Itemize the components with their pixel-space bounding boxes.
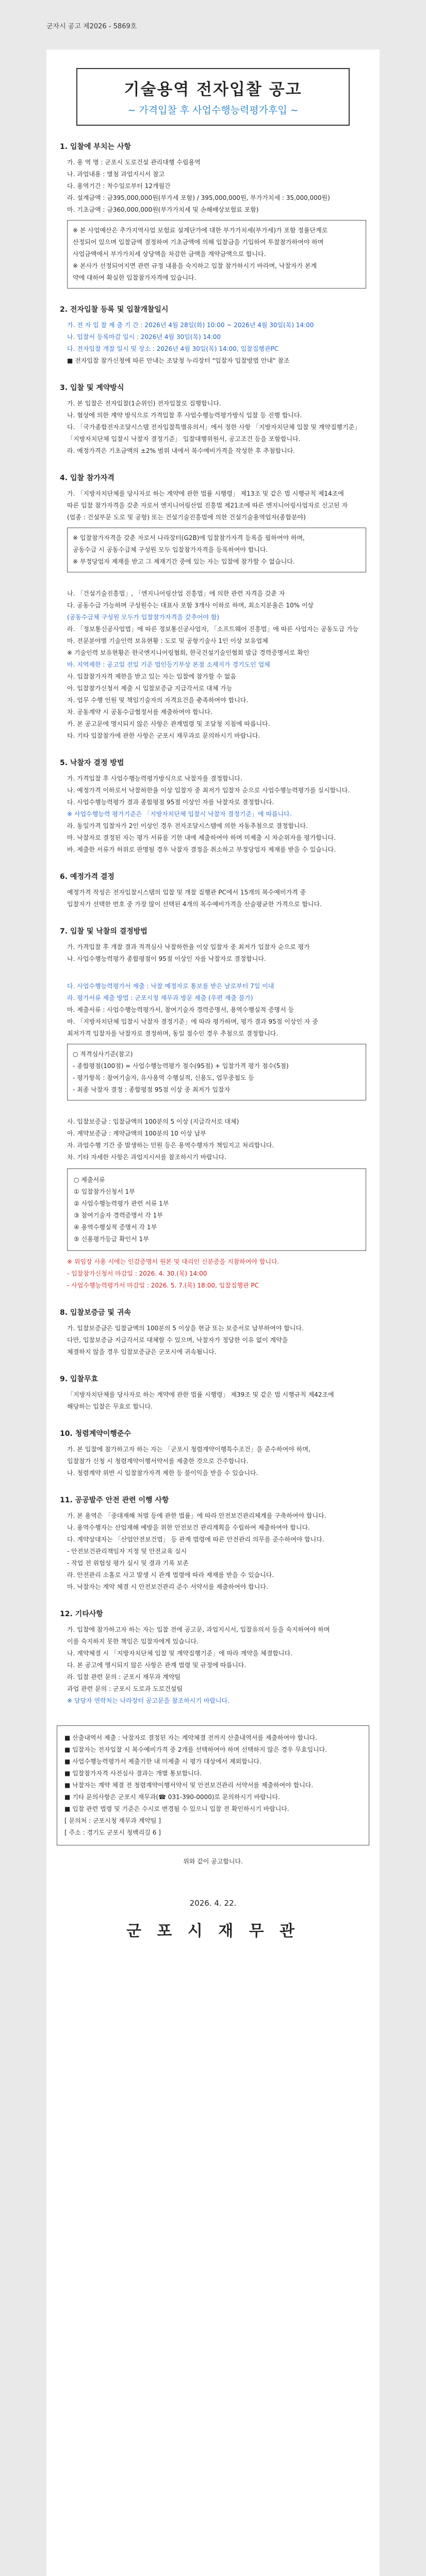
closing-text: 위와 같이 공고합니다. (183, 1858, 243, 1865)
note-line: ■ 산출내역서 제출 : 낙찰자로 결정된 자는 계약체결 전까지 산출내역서를 제출하여야 합니다. (64, 1734, 318, 1741)
section-line: 나. 협상에 의한 계약 방식으로 가격입찰 후 사업수행능력평가방식 입찰 등 진행 합니다. (67, 412, 302, 419)
section-line: 마. 기초금액 : 금360,000,000원(부가가치세 및 손해배상보험료 포함) (67, 206, 259, 213)
note-line: ※ 입찰참가자격을 갖춘 자로서 나라장터(G2B)에 입찰참가자격 등록을 필하여야 하며, (73, 534, 305, 541)
warning-line: ※ 위임장 사용 시에는 인감증명서 원본 및 대리인 신분증을 지참하여야 합니다. (67, 1258, 280, 1265)
section-line: 라. 「정보통신공사업법」에 따른 정보통신공사업자, 「소프트웨어 진흥법」에 따른 사업자는 공동도급 가능 (67, 625, 359, 633)
section-line: 다. 전자입찰 개찰 일시 및 장소 : 2026년 4월 30일(목) 14:00, 입찰집행관PC (67, 345, 279, 352)
section-title: 10. 청렴계약이행준수 (60, 1430, 131, 1438)
section-title: 9. 입찰무효 (60, 1375, 99, 1383)
section-line: 예정가격 작성은 전자입찰시스템의 입찰 및 개찰 집행관 PC에서 15개의 복수예비가격 중 (67, 889, 306, 896)
section-line: 가. 전 자 입 찰 제 출 기 간 : 2026년 4월 28일(화) 10:00 ~ 2026년 4월 30일(목) 14:00 (67, 321, 314, 329)
section-15 (60, 1608, 366, 1707)
note-line: ■ 입찰자는 전자입찰 시 복수예비가격 중 2개를 선택하여야 하며 선택하지 않은 경우 무효입니다. (64, 1746, 327, 1753)
section-line: 라. 설계금액 : 금395,000,000원(부가세 포함) / 395,000,000원, 부가가치세 : 35,000,000원) (67, 194, 330, 201)
warning-line: - 입찰참가신청서 마감일 : 2026. 4. 30.(목) 14:00 (67, 1270, 207, 1277)
section-title: 4. 입찰 참가자격 (60, 474, 114, 482)
section-line: 가. 용 역 명 : 군포시 도로건설 관리대행 수립용역 (67, 159, 201, 166)
note-line: ※ 본 사업예산은 추가지역사업 보험료 설계단가에 대한 부가가치세(부가세)가 포함 정률단계로 (73, 227, 328, 234)
section-9 (60, 980, 366, 1100)
section-line: 가. 입찰보증금은 입찰금액의 100분의 5 이상을 현금 또는 보증서로 납부하여야 합니다. (67, 1325, 304, 1332)
notice-date: 2026. 4. 22. (189, 1899, 237, 1908)
section-line: 자. 업무 수행 인원 및 책임기술자의 자격요건을 충족하여야 합니다. (67, 697, 249, 704)
warning-line: - 사업수행능력평가서 마감일 : 2026. 5. 7.(목) 18:00, 입찰집행관 PC (67, 1282, 259, 1289)
sections (46, 141, 380, 1707)
section-line: 라. 입찰 관련 문의 : 군포시 재무과 계약팀 (67, 1673, 181, 1681)
section-8 (60, 926, 366, 965)
section-line: 마. 제출서류 : 사업수행능력평가서, 참여기술자 경력증명서, 용역수행실적 증명서 등 (67, 1006, 294, 1013)
section-line: (공동수급체 구성원 모두가 입찰참가자격을 갖추어야 함) (67, 614, 220, 621)
section-line: 따른 입찰 참가자격을 갖춘 자로서 엔지니어링산업 진흥법 제21조에 따른 엔지니어링사업자로 신고된 자 (67, 502, 348, 509)
note-line: 사업금액에서 부가가치세 상당액을 차감한 금액을 계약금액으로 합니다. (73, 250, 266, 258)
note-line: - 종합평점(100점) = 사업수행능력평가 점수(95점) + 입찰가격 평가 점수(5점) (73, 1062, 289, 1070)
note-line: [ 문의처 : 군포시청 재무과 계약팀 ] (64, 1817, 161, 1824)
section-line: 차. 공동계약 시 공동수급협정서를 제출하여야 합니다. (67, 708, 212, 716)
section-line: 체결하지 않을 경우 입찰보증금은 군포시에 귀속됩니다. (67, 1348, 217, 1355)
note-line: ※ 부정당업자 제재를 받고 그 제재기간 중에 있는 자는 입찰에 참가할 수 없습니다. (73, 558, 295, 565)
section-line: 입찰자가 선택한 번호 중 가장 많이 선택된 4개의 복수예비가격을 산술평균한 가격으로 합니다. (67, 901, 322, 908)
section-line: 마. 낙찰자로 결정된 자는 평가 서류를 기한 내에 제출하여야 하며 미제출 시 차순위자를 평가합니다. (67, 834, 336, 841)
section-title: 11. 공공발주 안전 관련 이행 사항 (60, 1496, 169, 1504)
section-2 (60, 304, 366, 367)
note-line: ■ 기타 문의사항은 군포시 재무과(☎ 031-390-0000)로 문의하시기 바랍니다. (64, 1793, 280, 1801)
section-line: 차. 기타 자세한 사항은 과업지시서를 참조하시기 바랍니다. (67, 1154, 226, 1161)
section-12 (60, 1374, 366, 1413)
note-line: - 평가항목 : 참여기술자, 유사용역 수행실적, 신용도, 업무중첩도 등 (73, 1074, 254, 1081)
section-line: 다. 공동수급 가능하며 구성원수는 대표사 포함 3개사 이하로 하며, 최소지분율은 10% 이상 (67, 602, 314, 609)
note-line: ③ 참여기술자 경력증명서 각 1부 (74, 1212, 163, 1219)
section-line: 과업 관련 문의 : 군포시 도로과 도로건설팀 (67, 1685, 183, 1692)
section-13 (60, 1428, 366, 1479)
notice-id: 군자시 공고 제2026 - 5869호 (46, 23, 137, 30)
section-line: 카. 본 공고문에 명시되지 않은 사항은 관계법령 및 조달청 지침에 따릅니다. (67, 720, 270, 727)
section-title: 1. 입찰에 부치는 사항 (60, 143, 131, 151)
notice-page (46, 49, 380, 2576)
section-line: 가. 본 용역은 「중대재해 처벌 등에 관한 법률」에 따라 안전보건관리체계를 구축하여야 합니다. (67, 1512, 326, 1519)
section-line: 마. 낙찰자는 계약 체결 시 안전보건관리 준수 서약서를 제출하여야 합니다. (67, 1583, 268, 1590)
section-3 (60, 382, 366, 457)
page-title: 기술용역 전자입찰 공고 (124, 80, 302, 99)
note-line: 약에 대하여 확실한 입찰참가자격에 있습니다. (73, 274, 196, 281)
note-line: ○ 적격심사기준(참고) (73, 1050, 133, 1058)
section-line: 사. 입찰보증금 : 입찰금액의 100분의 5 이상 (지급각서로 대체) (67, 1118, 239, 1125)
section-line: - 안전보건관리책임자 지정 및 안전교육 실시 (67, 1548, 187, 1555)
section-note-box (67, 220, 366, 289)
note-line: ⑤ 신용평가등급 확인서 1부 (74, 1235, 149, 1243)
submission-documents-box (67, 1168, 366, 1251)
section-line: 나. 과업내용 : 별첨 과업지시서 참고 (67, 171, 165, 178)
note-line: ■ 입찰참가자격 사전심사 결과는 개별 통보합니다. (64, 1770, 202, 1777)
note-line: ■ 사업수행능력평가서 제출기한 내 미제출 시 평가 대상에서 제외합니다. (64, 1758, 261, 1765)
section-line: 나. 사업수행능력평가 종합평점이 95점 이상인 자를 낙찰자로 결정합니다. (67, 955, 266, 962)
note-line: ※ 본사가 선정되어지면 관련 규정 내용을 숙지하고 입찰 참가하시기 바라며, 낙찰자가 본계 (73, 262, 317, 269)
section-line: 라. 평가서류 제출 방법 : 군포시청 재무과 방문 제출 (우편 제출 불가) (67, 994, 253, 1002)
section-title: 3. 입찰 및 계약방식 (60, 384, 124, 392)
section-title: 8. 입찰보증금 및 귀속 (60, 1309, 131, 1317)
section-title: 5. 낙찰자 결정 방법 (60, 759, 124, 767)
section-line: 가. 입찰에 참가하고자 하는 자는 입찰 전에 공고문, 과업지시서, 입찰유의서 등을 숙지하여야 하며 (67, 1626, 330, 1633)
section-line: ※ 담당자 연락처는 나라장터 공고문을 참조하시기 바랍니다. (67, 1697, 230, 1704)
note-line: ② 사업수행능력평가 관련 서류 1부 (74, 1200, 169, 1207)
section-line: (업종 : 건설부문 도로 및 공항) 또는 건설기술진흥법에 의한 건설기술용역업자(종합분야) (67, 514, 306, 521)
section-7 (60, 871, 366, 910)
section-line: 나. 청렴계약 위반 시 입찰참가자격 제한 등 불이익을 받을 수 있습니다. (67, 1469, 258, 1477)
note-line: - 최종 낙찰자 결정 : 종합평점 95점 이상 중 최저가 입찰자 (73, 1086, 231, 1093)
section-line: - 작업 전 위험성 평가 실시 및 결과 기록 보존 (67, 1560, 189, 1567)
note-line: ① 입찰참가신청서 1부 (74, 1188, 135, 1195)
note-line: 공동수급 시 공동수급체 구성원 모두 입찰참가자격을 등록하여야 합니다. (73, 546, 268, 553)
note-line: 산정되어 있으며 입찰금액 결정하여 기초금액에 의해 입찰금을 기입하여 투찰참가하여야 하며 (73, 239, 324, 246)
section-title: 2. 전자입찰 등록 및 입찰개찰일시 (60, 306, 169, 314)
section-line: ※ 사업수행능력 평가기준은 「지방자치단체 입찰시 낙찰자 결정기준」에 따릅니다. (67, 810, 292, 818)
section-5 (60, 588, 366, 742)
section-line: 나. 예정가격 이하로서 낙찰하한율 이상 입찰자 중 최저가 입찰자 순으로 사업수행능력평가를 실시합니다. (67, 787, 350, 794)
section-line: 바. 제출한 서류가 허위로 판명될 경우 낙찰자 결정을 취소하고 부정당업자 제재를 받을 수 있습니다. (67, 846, 336, 853)
note-line: ○ 제출서류 (74, 1176, 105, 1183)
section-line: 다. 사업수행능력평가서 제출 : 낙찰 예정자로 통보를 받은 날로부터 7일 이내 (67, 982, 274, 990)
section-line: ※ 기술인력 보유현황은 한국엔지니어링협회, 한국건설기술인협회 발급 경력증명서로 확인 (67, 649, 309, 656)
section-line: 「지방자치단체 입찰시 낙찰자 결정기준」 입찰대행위원서, 공고조건 등을 포함합니다. (67, 435, 301, 443)
section-line: 이를 숙지하지 못한 책임은 입찰자에게 있습니다. (67, 1638, 199, 1645)
section-4 (60, 472, 366, 572)
section-line: 다. 용역기간 : 착수일로부터 12개월간 (67, 182, 171, 190)
section-line: 타. 기타 입찰참가에 관한 사항은 군포시 재무과로 문의하시기 바랍니다. (67, 732, 260, 739)
section-line: 가. 본 입찰에 참가하고자 하는 자는 「군포시 청렴계약이행특수조건」을 준수하여야 하며, (67, 1446, 310, 1453)
section-line: 나. 「건설기술진흥법」, 「엔지니어링산업 진흥법」에 의한 관련 자격을 갖춘 자 (67, 590, 285, 597)
section-line: 다. 「국가종합전자조달시스템 전자입찰특별유의서」에서 정한 사항 「지방자치단체 입찰 및 계약집행기준」 (67, 423, 361, 431)
section-line: 가. 가격입찰 후 사업수행능력평가방식으로 낙찰자를 결정합니다. (67, 775, 242, 782)
section-title: 6. 예정가격 결정 (60, 873, 114, 881)
section-title: 12. 기타사항 (60, 1610, 103, 1618)
note-line: ④ 용역수행실적 증명서 각 1부 (74, 1224, 157, 1231)
section-line: 다. 계약상대자는 「산업안전보건법」 등 관계 법령에 따른 안전관리 의무를 준수하여야 합니다. (67, 1536, 324, 1543)
section-line: 가. 본 입찰은 전자입찰(1순위인) 전자입찰로 집행합니다. (67, 400, 221, 407)
section-line: 가. 「지방자치단체를 당사자로 하는 계약에 관한 법률 시행령」 제13조 및 같은 법 시행규칙 제14조에 (67, 490, 344, 497)
section-line: 다. 사업수행능력평가 결과 종합평점 95점 이상인 자를 낙찰자로 결정합니다. (67, 799, 274, 806)
section-line: 다. 본 공고에 명시되지 않은 사항은 관계 법령 및 규정에 따릅니다. (67, 1662, 247, 1669)
section-title: 7. 입찰 및 낙찰의 결정방법 (60, 927, 148, 936)
section-line: 나. 입찰서 등록마감 일시 : 2026년 4월 30일(목) 14:00 (67, 333, 221, 341)
title-box (76, 68, 350, 126)
section-note-box (67, 1044, 366, 1100)
section-line: 자. 과업수행 기간 중 발생하는 민원 등은 용역수행자가 책임지고 처리합니다. (67, 1142, 274, 1149)
section-line: 「지방자치단체를 당사자로 하는 계약에 관한 법률 시행령」 제39조 및 같은 법 시행규칙 제42조에 (67, 1391, 334, 1398)
section-6 (60, 757, 366, 856)
page-subtitle: ~ 가격입찰 후 사업수행능력평가후입 ~ (127, 105, 299, 116)
section-line: 사. 입찰참가자격 제한을 받고 있는 자는 입찰에 참가할 수 없음 (67, 673, 236, 680)
notice-organization: 군 포 시 재 무 관 (126, 1922, 300, 1940)
section-line: 바. 지역제한 : 공고일 전일 기준 법인등기부상 본점 소재지가 경기도인 업체 (67, 661, 270, 668)
note-line: ■ 입찰 관련 법령 및 기준은 수시로 변경될 수 있으니 입찰 전 확인하시기 바랍니다. (64, 1805, 289, 1812)
section-line: 나. 용역수행자는 산업재해 예방을 위한 안전보건 관리계획을 수립하여 제출하여야 합니다. (67, 1524, 310, 1531)
section-line: 아. 계약보증금 : 계약금액의 100분의 10 이상 납부 (67, 1130, 206, 1137)
note-line: ■ 낙찰자는 계약 체결 전 청렴계약이행서약서 및 안전보건관리 서약서를 제출하여야 합니다. (64, 1782, 314, 1789)
section-line: 마. 전문분야별 기술인력 보유현황 : 도로 및 공항기술사 1인 이상 보유업체 (67, 637, 268, 645)
section-line: 나. 계약체결 시 「지방자치단체 입찰 및 계약집행기준」에 따라 계약을 체결합니다. (67, 1650, 292, 1657)
section-line: 최저가격 입찰자를 낙찰자로 결정하며, 동일 점수인 경우 추첨으로 결정합니다. (67, 1030, 278, 1037)
bottom-notes (57, 1725, 369, 1845)
section-1 (60, 141, 366, 289)
section-10 (60, 1116, 366, 1292)
section-11 (60, 1307, 366, 1358)
section-line: 라. 예정가격은 기초금액의 ±2% 범위 내에서 복수예비가격을 작성한 후 추첨합니다. (67, 447, 295, 454)
section-line: 가. 가격입찰 후 개찰 결과 적격심사 낙찰하한율 이상 입찰자 중 최저가 입찰자 순으로 평가 (67, 943, 310, 951)
section-note-box (67, 528, 366, 572)
section-line: 입찰참가 신청 시 청렴계약이행서약서를 제출한 것으로 간주합니다. (67, 1458, 249, 1465)
note-line: [ 주소 : 경기도 군포시 청백리길 6 ] (64, 1829, 161, 1836)
section-line: 라. 안전관리 소홀로 사고 발생 시 관계 법령에 따라 제재를 받을 수 있습니다. (67, 1571, 274, 1579)
section-line: 라. 동일가격 입찰자가 2인 이상인 경우 전자조달시스템에 의한 자동추첨으로 결정합니다. (67, 822, 308, 829)
section-line: 해당하는 입찰은 무효로 합니다. (67, 1403, 153, 1410)
section-line: 다만, 입찰보증금 지급각서로 대체할 수 있으며, 낙찰자가 정당한 이유 없이 계약을 (67, 1336, 288, 1344)
section-line: 바. 「지방자치단체 입찰시 낙찰자 결정기준」에 따라 평가하며, 평가 결과 95점 이상인 자 중 (67, 1018, 318, 1025)
section-line: ■ 전자입찰 참가신청에 따른 안내는 조달청 누리장터 "입찰자 입찰방법 안내" 참조 (67, 357, 290, 364)
section-line: 아. 입찰참가신청서 제출 시 입찰보증금 지급각서로 대체 가능 (67, 685, 233, 692)
section-14 (60, 1495, 366, 1593)
